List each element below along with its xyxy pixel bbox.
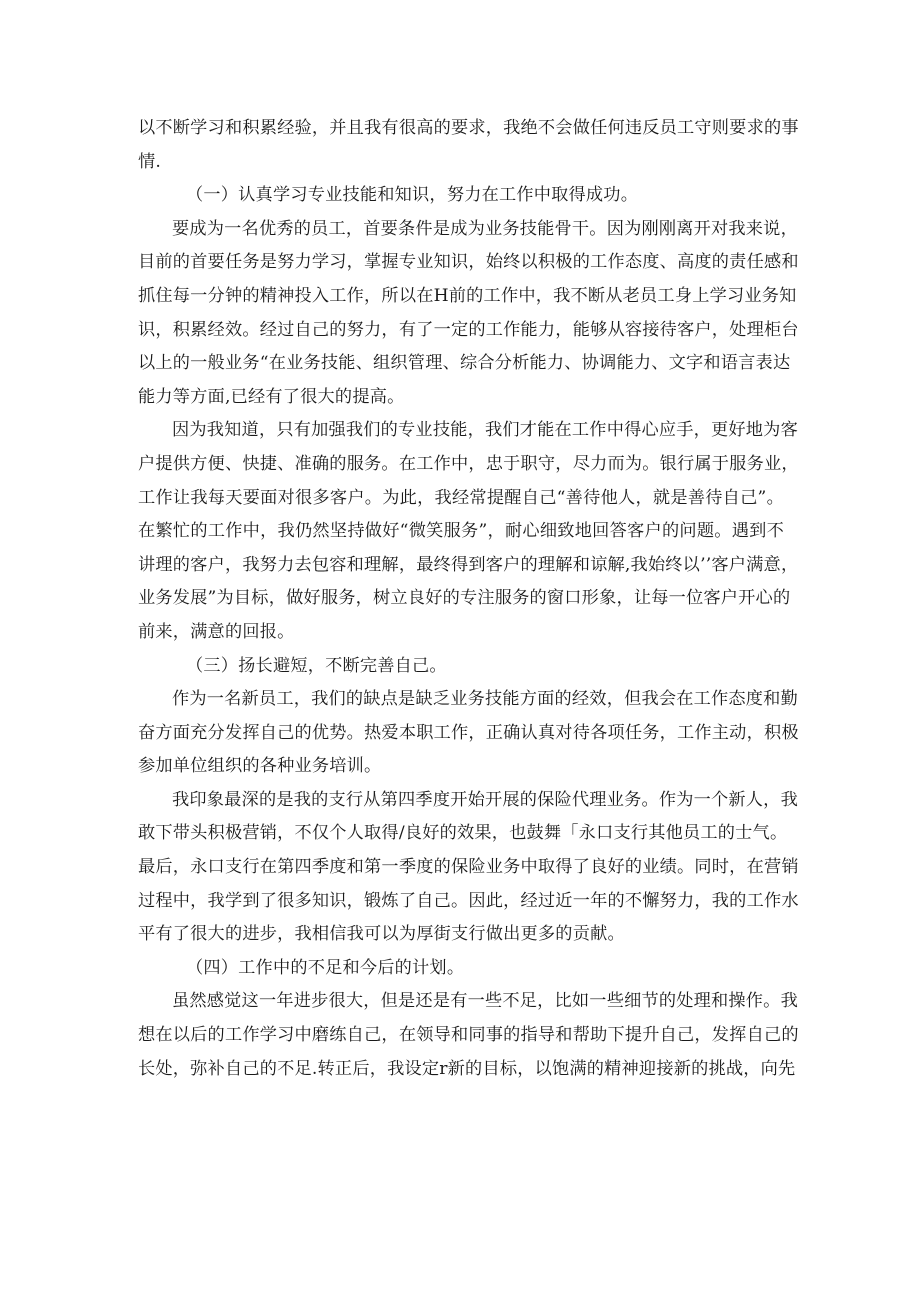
text-line: 想在以后的工作学习中磨练自己，在领导和同事的指导和帮助下提升自己，发挥自己的 <box>138 1025 799 1046</box>
paragraph-first-line: 作为一名新员工，我们的缺点是缺乏业务技能方面的经效，但我会在工作态度和勤 <box>172 689 798 710</box>
text-line: 参加单位组织的各种业务培训。 <box>138 756 382 777</box>
paragraph-first-line: 因为我知道，只有加强我们的专业技能，我们才能在工作中得心应手，更好地为客 <box>172 420 798 441</box>
text-line: 在繁忙的工作中，我仍然坚持做好“微笑服务”，耐心细致地回答客户的问题。遇到不 <box>138 521 784 542</box>
text-line: 情. <box>138 151 162 172</box>
text-line: 平有了很大的进步，我相信我可以为厚街支行做出更多的贡献。 <box>138 924 625 945</box>
text-line: 奋方面充分发挥自己的优势。热爱本职工作，正确认真对待各项任务，工作主动，积极 <box>138 722 799 743</box>
paragraph-first-line: 虽然感觉这一年进步很大，但是还是有一些不足，比如一些细节的处理和操作。我 <box>172 991 798 1012</box>
text-line: 前来，满意的回报。 <box>138 621 295 642</box>
text-line: 以上的一般业务“在业务技能、组织管理、综合分析能力、协调能力、文字和语言表达 <box>138 353 791 374</box>
text-line: 最后，永口支行在第四季度和第一季度的保险业务中取得了良好的业绩。同时，在营销 <box>138 857 799 878</box>
text-line: 目前的首要任务是努力学习，掌握专业知识，始终以积极的工作态度、高度的责任感和 <box>138 252 799 273</box>
text-line: 业务发展”为目标，做好服务，树立良好的专注服务的窗口形象，让每一位客户开心的 <box>138 588 791 609</box>
text-line: 能力等方面,已经有了很大的提高。 <box>138 386 405 407</box>
paragraph-first-line: 我印象最深的是我的支行从第四季度开始开展的保险代理业务。作为一个新人，我 <box>172 789 798 810</box>
text-line: 抓住每一分钟的精神投入工作，所以在H前的工作中，我不断从老员工身上学习业务知 <box>138 285 797 306</box>
text-line: 识，积累经效。经过自己的努力，有了一定的工作能力，能够从容接待客户，处理柜台 <box>138 319 799 340</box>
text-line: 过程中，我学到了很多知识，锻炼了自己。因此，经过近一年的不懈努力，我的工作水 <box>138 890 799 911</box>
section-heading: （四）工作中的不足和今后的计划。 <box>186 957 465 978</box>
text-line: 敢下带头积极营销，不仅个人取得/良好的效果，也鼓舞「永口支行其他员工的士气。 <box>138 823 788 844</box>
text-line: 户提供方便、快捷、准确的服务。在工作中，忠于职守，尽力而为。银行属于服务业， <box>138 453 799 474</box>
text-line: 讲理的客户，我努力去包容和理解，最终得到客户的理解和谅解,我始终以’’客户满意， <box>138 554 799 575</box>
section-heading: （三）扬长避短，不断完善自己。 <box>186 655 447 676</box>
section-heading: （一）认真学习专业技能和知识，努力在工作中取得成功。 <box>186 185 639 206</box>
paragraph-first-line: 要成为一名优秀的员工，首要条件是成为业务技能骨干。因为刚刚离开对我来说， <box>172 218 798 239</box>
document-page <box>138 112 799 1086</box>
text-line: 以不断学习和积累经验，并且我有很高的要求，我绝不会做任何违反员工守则要求的事 <box>138 118 799 138</box>
text-line: 工作让我每天要面对很多客户。为此，我经常提醒自己“善待他人，就是善待自己”。 <box>138 487 784 508</box>
text-line: 长处，弥补自己的不足.转正后，我设定r新的目标，以饱满的精神迎接新的挑战，向先 <box>138 1058 796 1079</box>
